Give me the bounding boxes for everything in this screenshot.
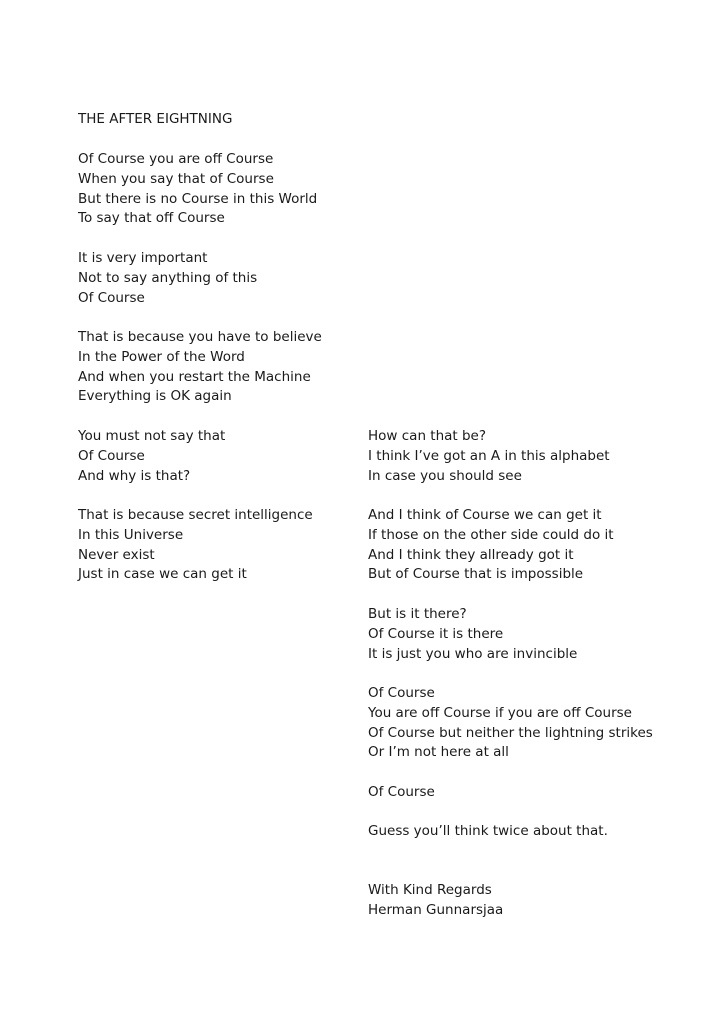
poem-line: But is it there? — [368, 606, 467, 622]
signature-name: Herman Gunnarsjaa — [368, 901, 504, 918]
poem-line: When you say that of Course — [78, 170, 274, 187]
poem-line: If those on the other side could do it — [368, 526, 614, 543]
poem-line: But there is no Course in this World — [78, 190, 318, 207]
poem-line: To say that off Course — [78, 210, 225, 227]
poem-line: That is because you have to believe — [78, 329, 322, 345]
poem-line: And when you restart the Machine — [78, 368, 311, 385]
poem-line: Not to say anything of this — [78, 269, 258, 286]
poem-line: Guess you’ll think twice about that. — [368, 823, 608, 839]
poem-line: In the Power of the Word — [78, 348, 245, 365]
poem-line: Never exist — [78, 546, 155, 563]
poem-line: Or I’m not here at all — [368, 744, 509, 761]
poem-line: And I think of Course we can get it — [368, 507, 602, 523]
poem-line: Of Course but neither the lightning strikes — [368, 724, 653, 741]
poem-line: You are off Course if you are off Course — [368, 704, 632, 721]
signature-closing: With Kind Regards — [368, 882, 492, 898]
poem-line: Just in case we can get it — [78, 566, 247, 583]
poem-title: THE AFTER EIGHTNING — [78, 111, 233, 127]
poem-line: In this Universe — [78, 526, 184, 543]
poem-line: It is very important — [78, 250, 208, 266]
poem-line: That is because secret intelligence — [78, 507, 313, 523]
poem-line: Of Course — [368, 784, 435, 800]
poem-line: Of Course — [78, 289, 145, 306]
poem-line: Of Course — [368, 685, 435, 701]
poem-line: Everything is OK again — [78, 388, 232, 405]
poem-line: And why is that? — [78, 467, 191, 484]
poem-line: And I think they allready got it — [368, 546, 574, 563]
poem-line: But of Course that is impossible — [368, 566, 584, 583]
poem-line: It is just you who are invincible — [368, 645, 578, 662]
poem-line: You must not say that — [78, 428, 226, 444]
poem-line: Of Course it is there — [368, 625, 504, 642]
poem-line: I think I’ve got an A in this alphabet — [368, 447, 610, 464]
poem-line: Of Course you are off Course — [78, 151, 274, 167]
poem-line: In case you should see — [368, 467, 522, 484]
poem-line: How can that be? — [368, 428, 487, 444]
poem-line: Of Course — [78, 447, 145, 464]
